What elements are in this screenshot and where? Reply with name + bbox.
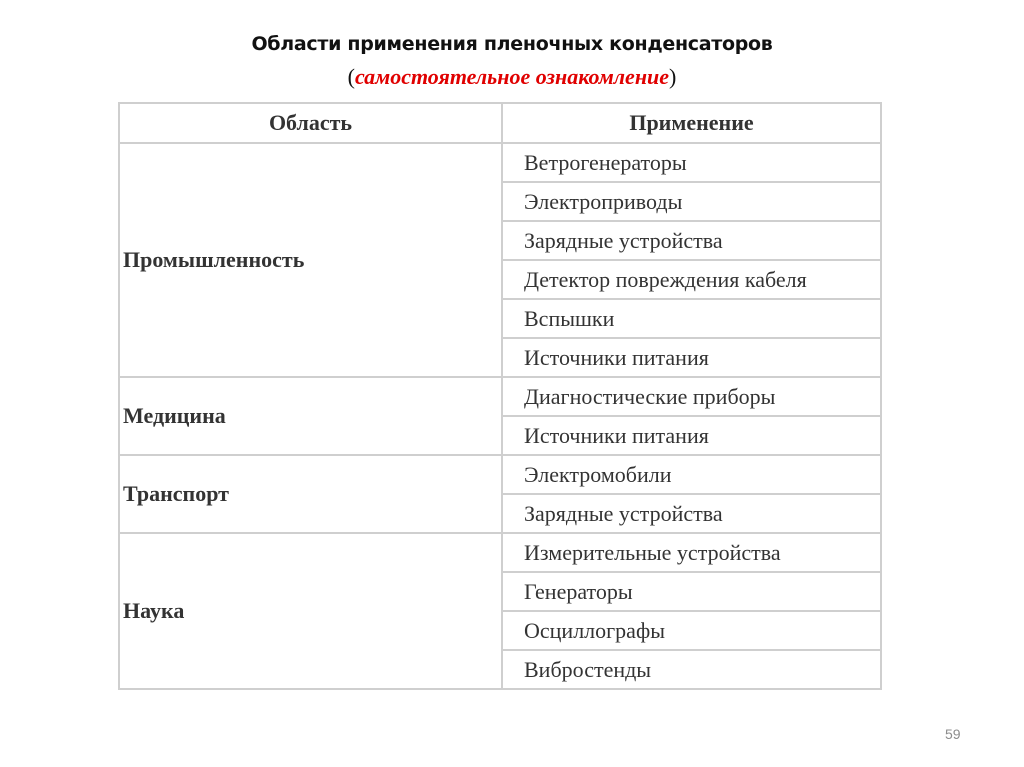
header-area: Область [119, 103, 502, 143]
application-cell: Генераторы [502, 572, 881, 611]
area-cell: Промышленность [119, 143, 502, 377]
area-cell: Медицина [119, 377, 502, 455]
application-cell: Вспышки [502, 299, 881, 338]
table-row [119, 533, 881, 572]
subtitle-close: ) [669, 64, 677, 89]
application-cell: Зарядные устройства [502, 221, 881, 260]
area-cell: Наука [119, 533, 502, 689]
application-cell: Вибростенды [502, 650, 881, 689]
application-cell: Осциллографы [502, 611, 881, 650]
area-cell: Транспорт [119, 455, 502, 533]
application-cell: Детектор повреждения кабеля [502, 260, 881, 299]
table-header-row [119, 103, 881, 143]
application-cell: Зарядные устройства [502, 494, 881, 533]
table-row [119, 455, 881, 494]
application-cell: Электроприводы [502, 182, 881, 221]
subtitle-open: ( [347, 64, 355, 89]
application-cell: Измерительные устройства [502, 533, 881, 572]
application-cell: Ветрогенераторы [502, 143, 881, 182]
application-cell: Электромобили [502, 455, 881, 494]
application-cell: Диагностические приборы [502, 377, 881, 416]
application-cell: Источники питания [502, 416, 881, 455]
table-row [119, 143, 881, 182]
slide-subtitle [0, 64, 1024, 90]
header-application: Применение [502, 103, 881, 143]
page-number: 59 [945, 726, 961, 742]
slide-title: Области применения пленочных конденсаторов [251, 33, 773, 55]
table-row [119, 377, 881, 416]
applications-table [118, 102, 882, 690]
application-cell: Источники питания [502, 338, 881, 377]
subtitle-text: самостоятельное ознакомление [354, 64, 670, 89]
